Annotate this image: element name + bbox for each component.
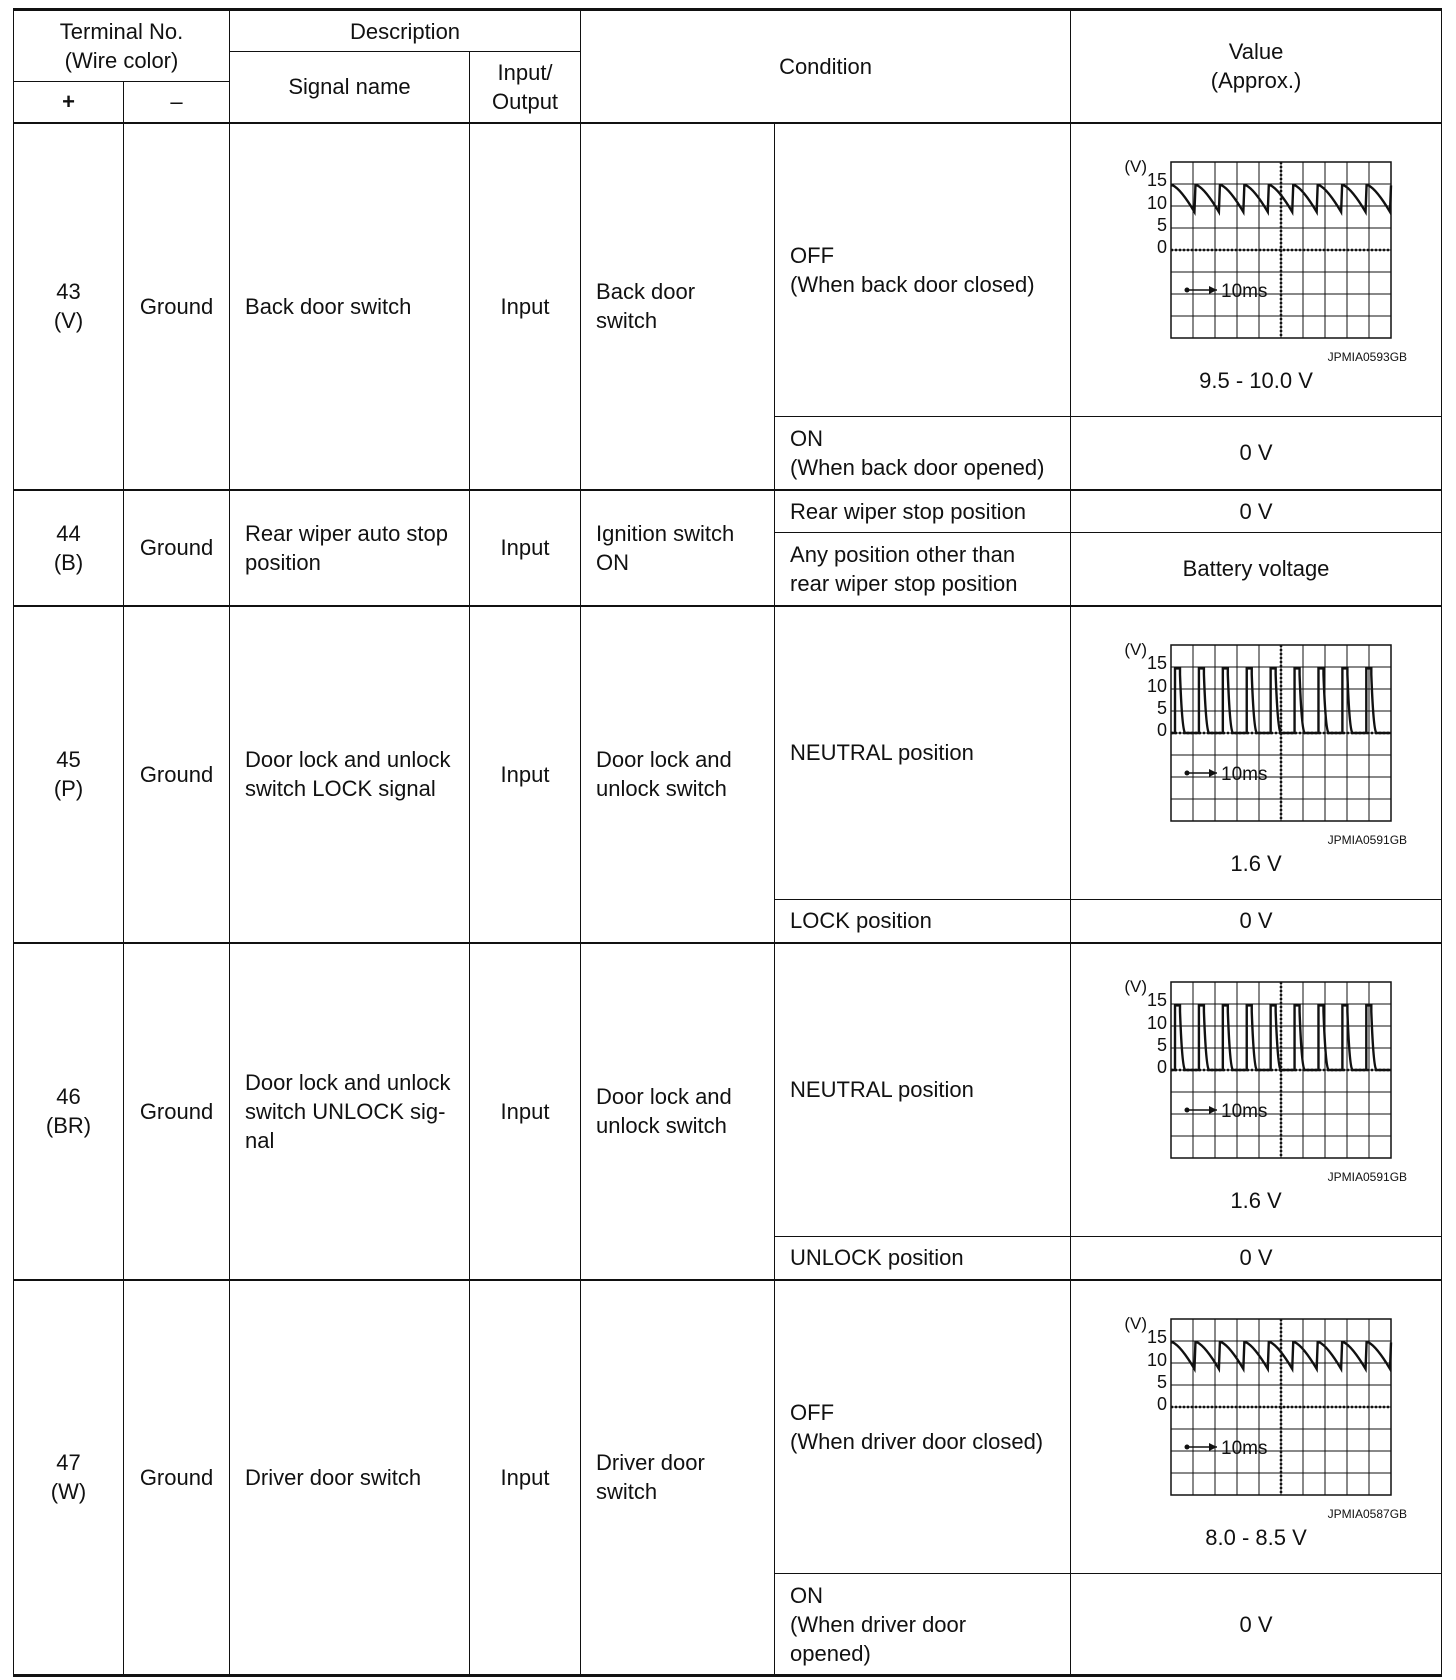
tick-label-10: 10 [1147,193,1168,214]
tick-label-15: 15 [1147,170,1168,191]
condition-main-45: Door lock and unlock switch [581,606,775,943]
io-43: Input [470,123,581,490]
value-45-lock: 0 V [1071,900,1442,943]
ground-45: Ground [124,606,230,943]
condition-main-44: Ignition switch ON [581,490,775,606]
figure-id-47: JPMIA0587GB [1327,1507,1408,1522]
time-scale-label: 10ms [1221,1438,1268,1460]
value-44-stop: 0 V [1071,490,1442,533]
terminal-45: 45 (P) [14,606,124,943]
value-47-on: 0 V [1071,1574,1442,1676]
terminal-47: 47 (W) [14,1280,124,1676]
signal-45: Door lock and unlock switch LOCK signal [230,606,470,943]
waveform-chart-43 [1091,144,1421,354]
value-43-on: 0 V [1071,417,1442,490]
signal-47: Driver door switch [230,1280,470,1676]
tick-label-15: 15 [1147,1327,1168,1348]
terminal-43: 43 (V) [14,123,124,490]
tick-label-10: 10 [1147,1013,1168,1034]
tick-label-5: 5 [1157,698,1168,719]
value-47-off: 8.0 - 8.5 V [1205,1525,1307,1551]
header-minus: – [124,82,230,123]
value-46-unlock: 0 V [1071,1237,1442,1280]
io-45: Input [470,606,581,943]
waveform-chart-47 [1091,1301,1421,1511]
tick-label-0: 0 [1157,237,1168,258]
header-signal-name: Signal name [230,52,470,123]
tick-label-15: 15 [1147,990,1168,1011]
signal-43: Back door switch [230,123,470,490]
condition-45-lock: LOCK position [775,900,1071,943]
condition-main-43: Back door switch [581,123,775,490]
waveform-chart-46 [1091,964,1421,1174]
condition-45-neutral: NEUTRAL position [775,606,1071,900]
time-marker-arrow [1209,1106,1217,1114]
figure-id-46: JPMIA0591GB [1327,1170,1408,1185]
terminal-44: 44 (B) [14,490,124,606]
time-marker-start [1185,288,1190,293]
condition-44-other: Any position other than rear wiper stop position [775,533,1071,606]
condition-43-off: OFF (When back door closed) [775,123,1071,417]
condition-main-46: Door lock and unlock switch [581,943,775,1280]
value-44-other: Battery voltage [1071,533,1442,606]
tick-label-10: 10 [1147,676,1168,697]
tick-label-5: 5 [1157,215,1168,236]
unit-label: (V) [1124,1314,1148,1334]
tick-label-10: 10 [1147,1350,1168,1371]
tick-label-5: 5 [1157,1035,1168,1056]
value-45-neutral: 1.6 V [1230,851,1282,877]
terminal-table [13,8,1442,1677]
time-marker-start [1185,1445,1190,1450]
signal-46: Door lock and unlock switch UNLOCK sig- nal [230,943,470,1280]
time-marker-start [1185,1108,1190,1113]
terminal-table-page [13,8,1441,1677]
header-value: Value (Approx.) [1071,10,1442,123]
condition-47-on: ON (When driver door opened) [775,1574,1071,1676]
time-scale-label: 10ms [1221,281,1268,303]
condition-main-47: Driver door switch [581,1280,775,1676]
condition-44-stop: Rear wiper stop position [775,490,1071,533]
signal-44: Rear wiper auto stop position [230,490,470,606]
header-plus: + [14,82,124,123]
condition-46-unlock: UNLOCK position [775,1237,1071,1280]
figure-id-45: JPMIA0591GB [1327,833,1408,848]
time-marker-arrow [1209,769,1217,777]
header-terminal-no: Terminal No. (Wire color) [14,10,230,82]
tick-label-0: 0 [1157,1057,1168,1078]
tick-label-15: 15 [1147,653,1168,674]
figure-id-43: JPMIA0593GB [1327,350,1408,365]
tick-label-0: 0 [1157,720,1168,741]
io-44: Input [470,490,581,606]
condition-46-neutral: NEUTRAL position [775,943,1071,1237]
value-43-off: 9.5 - 10.0 V [1199,368,1313,394]
ground-47: Ground [124,1280,230,1676]
value-cell-43-off [1071,123,1442,417]
tick-label-0: 0 [1157,1394,1168,1415]
value-46-neutral: 1.6 V [1230,1188,1282,1214]
value-cell-45-neutral [1071,606,1442,900]
time-marker-start [1185,771,1190,776]
tick-label-5: 5 [1157,1372,1168,1393]
value-cell-47-off [1071,1280,1442,1574]
ground-44: Ground [124,490,230,606]
io-47: Input [470,1280,581,1676]
terminal-46: 46 (BR) [14,943,124,1280]
unit-label: (V) [1124,640,1148,660]
waveform-chart-45 [1091,627,1421,837]
unit-label: (V) [1124,977,1148,997]
value-cell-46-neutral [1071,943,1442,1237]
unit-label: (V) [1124,157,1148,177]
io-46: Input [470,943,581,1280]
header-condition: Condition [581,10,1071,123]
header-input-output: Input/ Output [470,52,581,123]
time-marker-arrow [1209,286,1217,294]
ground-43: Ground [124,123,230,490]
time-scale-label: 10ms [1221,764,1268,786]
condition-43-on: ON (When back door opened) [775,417,1071,490]
time-scale-label: 10ms [1221,1101,1268,1123]
condition-47-off: OFF (When driver door closed) [775,1280,1071,1574]
ground-46: Ground [124,943,230,1280]
time-marker-arrow [1209,1443,1217,1451]
header-description: Description [230,10,581,52]
